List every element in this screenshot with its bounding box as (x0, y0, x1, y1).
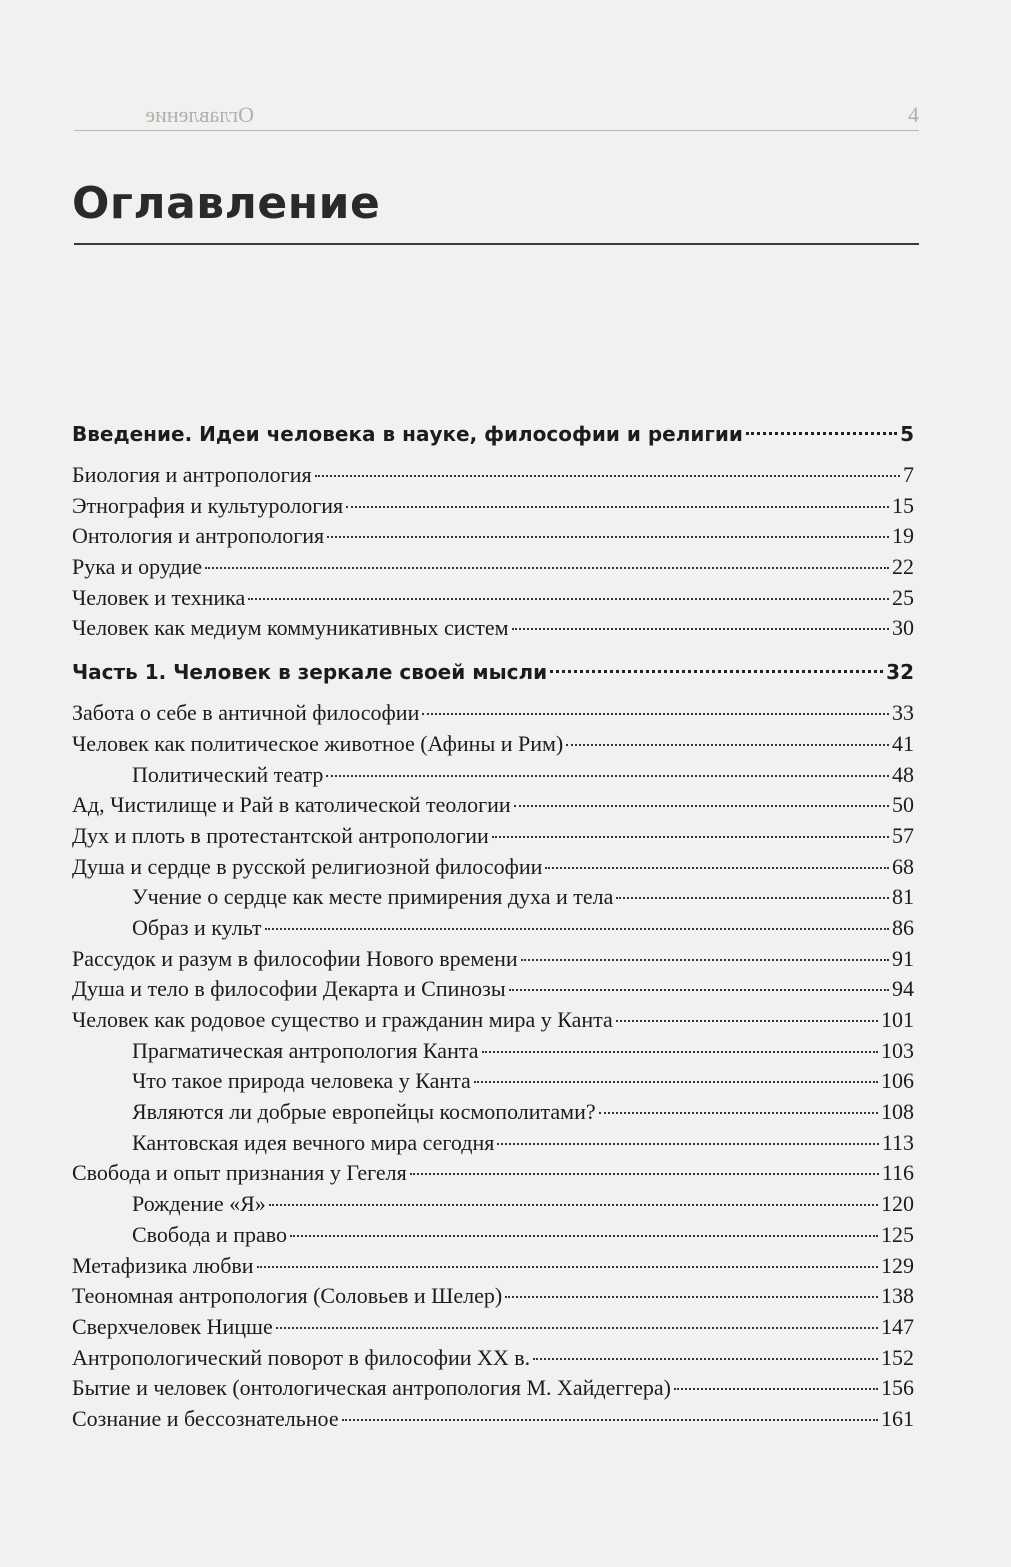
dot-leader (346, 506, 889, 508)
toc-entry-page-number: 129 (881, 1252, 914, 1278)
dot-leader (326, 775, 889, 777)
running-head-page-number: 4 (908, 102, 919, 127)
dot-leader (746, 432, 897, 435)
toc-entry-title: Прагматическая антропология Канта (132, 1037, 479, 1063)
toc-entry (72, 1160, 914, 1191)
toc-entry (72, 1345, 914, 1376)
toc-entry-title: Душа и тело в философии Декарта и Спинозы (72, 976, 506, 1002)
toc-entry-title: Ад, Чистилище и Рай в католической теологии (72, 792, 511, 818)
dot-leader (533, 1358, 878, 1360)
toc-entry (72, 700, 914, 731)
toc-entry (72, 523, 914, 554)
toc-entry-page-number: 68 (892, 853, 914, 879)
dot-leader (265, 928, 889, 930)
dot-leader (276, 1327, 878, 1329)
toc-entry (72, 493, 914, 524)
toc-entry-title: Теономная антропология (Соловьев и Шелер) (72, 1283, 503, 1309)
toc-entry-page-number: 138 (881, 1283, 914, 1309)
toc-entry-page-number: 125 (881, 1221, 914, 1247)
dot-leader (342, 1419, 878, 1421)
dot-leader (248, 598, 889, 600)
toc-entry-page-number: 5 (900, 422, 914, 446)
toc-entry-title: Человек как политическое животное (Афины и Рим) (72, 730, 564, 756)
toc-entry-title: Душа и сердце в русской религиозной философии (72, 853, 543, 879)
toc-entry (72, 792, 914, 823)
toc-entry-page-number: 113 (881, 1129, 914, 1155)
toc-entry-page-number: 15 (892, 492, 914, 518)
dot-leader (512, 628, 889, 630)
toc-entry (72, 1068, 914, 1099)
title-rule (74, 243, 919, 245)
toc-entry-page-number: 22 (892, 554, 914, 580)
toc-entry-title: Свобода и право (132, 1221, 287, 1247)
toc-entry-page-number: 108 (881, 1099, 914, 1125)
toc-entry (72, 1130, 914, 1161)
toc-entry-page-number: 161 (881, 1405, 914, 1431)
toc-entry-title: Биология и антропология (72, 462, 312, 487)
toc-entry (72, 1314, 914, 1345)
dot-leader (327, 536, 889, 538)
toc-entry (72, 585, 914, 616)
toc-entry-page-number: 41 (892, 730, 914, 756)
toc-entry-title: Что такое природа человека у Канта (132, 1068, 471, 1094)
toc-entry-page-number: 25 (892, 584, 914, 610)
toc-entry-title: Дух и плоть в протестантской антропологии (72, 822, 489, 848)
toc-entry-page-number: 116 (881, 1160, 914, 1186)
toc-entry-page-number: 91 (892, 945, 914, 971)
toc-entry-title: Сознание и бессознательное (72, 1405, 339, 1431)
dot-leader (482, 1051, 879, 1053)
toc-entry-title: Метафизика любви (72, 1252, 254, 1278)
dot-leader (474, 1081, 878, 1083)
dot-leader (505, 1296, 878, 1298)
toc-entry (72, 1222, 914, 1253)
toc-entry-title: Человек как родовое существо и гражданин мира у Канта (72, 1007, 613, 1032)
toc-entry-page-number: 106 (881, 1068, 914, 1094)
running-head-text: Оглавление (145, 102, 254, 127)
toc-entry-title: Кантовская идея вечного мира сегодня (132, 1129, 495, 1155)
toc-entry (72, 884, 914, 915)
toc-entry (72, 915, 914, 946)
toc-entry (72, 823, 914, 854)
running-header (74, 100, 919, 131)
toc-entry-title: Рассудок и разум в философии Нового времени (72, 945, 518, 971)
toc-entry-page-number: 94 (892, 976, 914, 1002)
dot-leader (514, 805, 889, 807)
dot-leader (497, 1143, 878, 1145)
toc-entry-page-number: 81 (892, 884, 914, 910)
dot-leader (269, 1204, 878, 1206)
dot-leader (674, 1388, 878, 1390)
toc-entry-page-number: 86 (892, 914, 914, 940)
toc-entry (72, 615, 914, 646)
dot-leader (509, 989, 889, 991)
toc-entry-title: Часть 1. Человек в зеркале своей мысли (72, 660, 548, 685)
toc-entry (72, 1406, 914, 1437)
toc-entry (72, 554, 914, 585)
toc-entry-page-number: 152 (881, 1344, 914, 1370)
toc-entry (72, 731, 914, 762)
page-title: Оглавление (72, 178, 381, 229)
dot-leader (257, 1266, 878, 1268)
toc-entry-title: Рука и орудие (72, 554, 203, 580)
toc-entry-page-number: 32 (886, 660, 914, 685)
toc-entry-page-number: 120 (881, 1191, 914, 1217)
toc-section-heading (72, 658, 914, 700)
toc-entry-title: Человек и техника (72, 584, 246, 610)
toc-entry-page-number: 19 (892, 523, 914, 549)
toc-entry (72, 462, 914, 493)
toc-entry-page-number: 33 (892, 700, 914, 726)
dot-leader (566, 744, 889, 746)
toc-entry-title: Политический театр (132, 761, 324, 787)
toc-entry (72, 1375, 914, 1406)
toc-entry-title: Учение о сердце как месте примирения духа и тела (132, 884, 614, 910)
toc-entry-page-number: 103 (881, 1037, 914, 1063)
dot-leader (315, 475, 900, 477)
table-of-contents (72, 420, 914, 1437)
dot-leader (422, 713, 889, 715)
toc-entry-title: Рождение «Я» (132, 1191, 266, 1217)
toc-entry-title: Сверхчеловек Ницше (72, 1313, 273, 1339)
toc-entry (72, 1007, 914, 1038)
dot-leader (550, 670, 883, 673)
dot-leader (599, 1112, 878, 1114)
toc-entry-page-number: 48 (892, 761, 914, 787)
toc-entry (72, 1038, 914, 1069)
toc-entry-page-number: 50 (892, 792, 914, 818)
toc-entry-title: Бытие и человек (онтологическая антропология М. Хайдеггера) (72, 1375, 672, 1401)
toc-entry-page-number: 7 (903, 462, 914, 487)
toc-entry-page-number: 57 (892, 822, 914, 848)
toc-entry (72, 1099, 914, 1130)
dot-leader (616, 1020, 878, 1022)
toc-entry-title: Введение. Идеи человека в науке, философии и религии (72, 422, 743, 446)
toc-entry-title: Свобода и опыт признания у Гегеля (72, 1160, 407, 1186)
dot-leader (545, 867, 889, 869)
toc-entry-title: Забота о себе в античной философии (72, 700, 420, 726)
dot-leader (410, 1173, 879, 1175)
toc-entry-page-number: 147 (881, 1313, 914, 1339)
toc-entry-page-number: 156 (881, 1375, 914, 1401)
toc-entry (72, 1191, 914, 1222)
toc-entry-page-number: 101 (881, 1007, 914, 1032)
dot-leader (616, 897, 889, 899)
toc-entry-title: Этнография и культурология (72, 492, 344, 518)
dot-leader (492, 836, 889, 838)
dot-leader (521, 959, 889, 961)
toc-section-heading (72, 420, 914, 462)
toc-entry (72, 976, 914, 1007)
toc-entry (72, 946, 914, 977)
toc-entry (72, 1283, 914, 1314)
toc-entry-title: Онтология и антропология (72, 523, 325, 549)
dot-leader (205, 567, 889, 569)
toc-entry-title: Являются ли добрые европейцы космополитами? (132, 1099, 596, 1125)
toc-entry-title: Антропологический поворот в философии XX в. (72, 1344, 531, 1370)
toc-entry (72, 762, 914, 793)
toc-entry-title: Человек как медиум коммуникативных систем (72, 615, 509, 641)
toc-entry (72, 854, 914, 885)
toc-entry-page-number: 30 (892, 615, 914, 641)
toc-entry-title: Образ и культ (132, 914, 262, 940)
dot-leader (290, 1235, 878, 1237)
toc-entry (72, 1253, 914, 1284)
